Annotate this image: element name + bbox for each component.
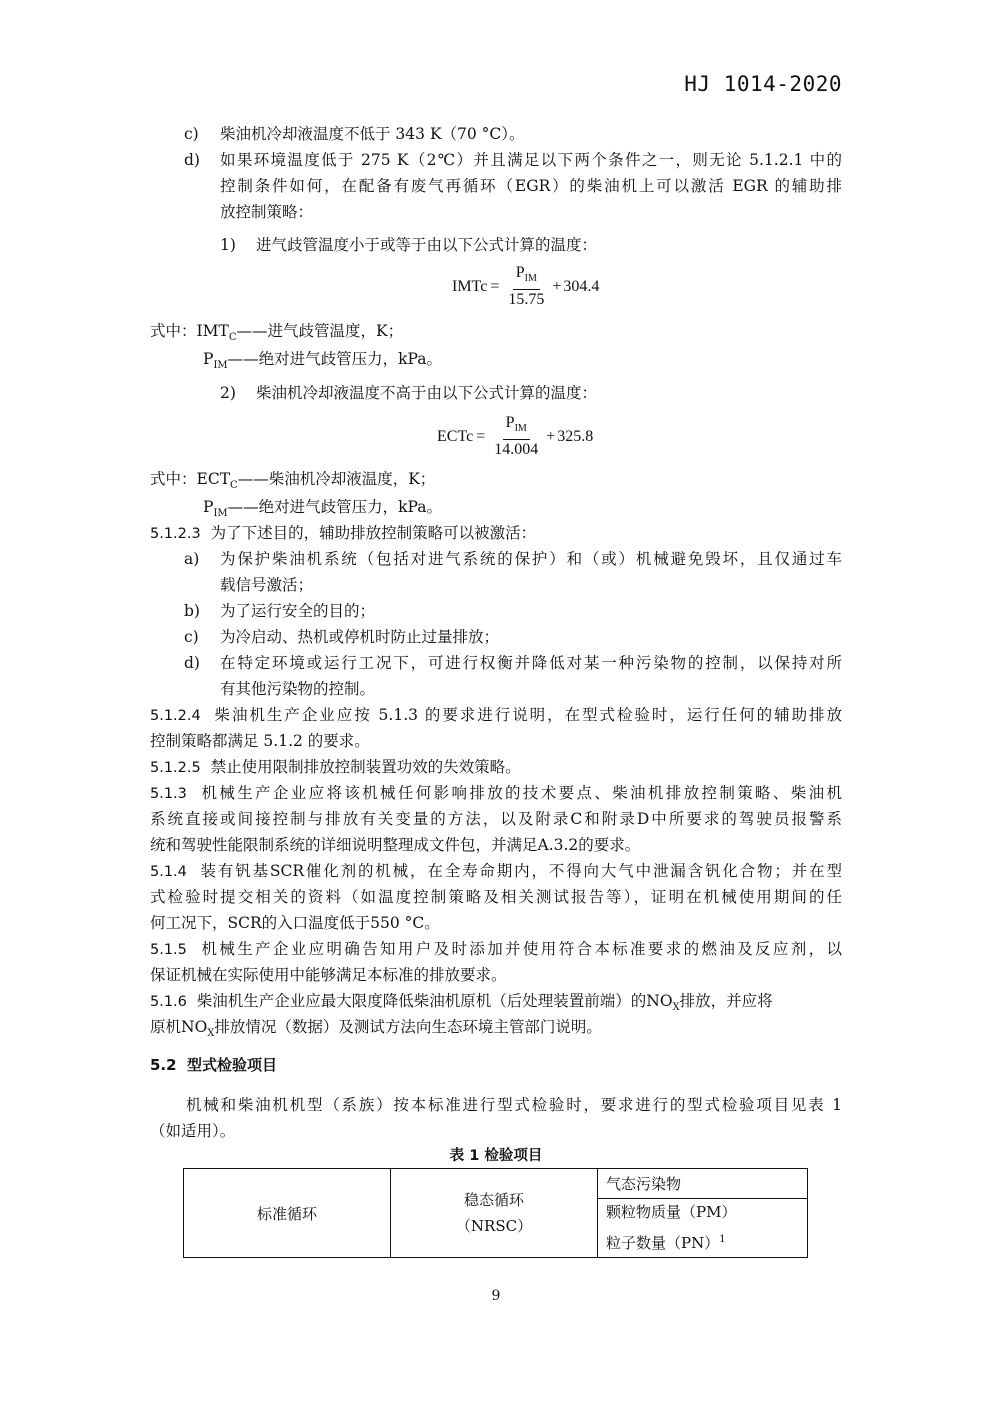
list-marker: d) bbox=[184, 151, 200, 169]
sub-list-marker: 2) bbox=[220, 384, 236, 402]
clause-text: 禁止使用限制排放控制装置功效的失效策略。 bbox=[210, 758, 521, 776]
inspection-items-table bbox=[183, 1168, 808, 1258]
clause-5-1-2-5 bbox=[150, 754, 521, 781]
formula-legend-line: $P_{IM}——$绝对进气歧管压力，kPa。 bbox=[203, 350, 443, 372]
paragraph-line: （如适用）。 bbox=[150, 1122, 236, 1140]
formula-numerator: $P_{IM}$ bbox=[503, 413, 530, 440]
pn-label: 粒子数量（PN）$^1$ bbox=[606, 1234, 726, 1252]
table-cell-particulates bbox=[598, 1199, 808, 1258]
list-item-line: 有其他污染物的控制。 bbox=[220, 680, 376, 698]
clause-5-1-3 bbox=[150, 780, 842, 807]
pn-footnote-ref: 1 bbox=[719, 1234, 726, 1245]
section-number: 5.2 bbox=[150, 1056, 177, 1074]
formula-legend-line: $P_{IM}——$绝对进气歧管压力，kPa。 bbox=[203, 498, 443, 520]
sub-list-item: 进气歧管温度小于或等于由以下公式计算的温度： bbox=[256, 236, 598, 254]
table-caption: 表 1 检验项目 bbox=[449, 1148, 543, 1164]
clause-text: 柴油机生产企业应按 5.1.3 的要求进行说明，在型式检验时，运行任何的辅助排放 bbox=[214, 706, 842, 724]
clause-text: 柴油机生产企业应最大限度降低柴油机原机（后处理装置前端）的NO bbox=[196, 992, 673, 1010]
clause-text: 为了下述目的，辅助排放控制策略可以被激活： bbox=[210, 524, 537, 542]
standard-code: HJ 1014-2020 bbox=[684, 72, 842, 96]
page-number: 9 bbox=[491, 1288, 501, 1304]
formula-numerator: $P_{IM}$ bbox=[513, 263, 540, 290]
list-marker: c) bbox=[184, 125, 199, 143]
clause-5-1-2-4 bbox=[150, 702, 842, 729]
clause-text: 机械生产企业应将该机械任何影响排放的技术要点、柴油机排放控制策略、柴油机 bbox=[201, 784, 842, 802]
steady-cycle-code: （NRSC） bbox=[455, 1217, 533, 1235]
clause-5-1-5 bbox=[150, 936, 842, 963]
clause-number: 5.1.6 bbox=[150, 994, 187, 1010]
formula-constant: 325.8 bbox=[557, 427, 594, 445]
list-item-line: 在特定环境或运行工况下，可进行权衡并降低对某一种污染物的控制，以保持对所 bbox=[220, 654, 842, 672]
formula-ectc bbox=[437, 413, 593, 460]
formula-equals: = bbox=[476, 427, 486, 445]
formula-plus: + bbox=[552, 277, 562, 295]
formula-plus: + bbox=[546, 427, 556, 445]
clause-line: 式检验时提交相关的资料（如温度控制策略及相关测试报告等），证明在机械使用期间的任 bbox=[150, 888, 842, 906]
list-marker: d) bbox=[184, 654, 200, 672]
clause-line: 控制策略都满足 5.1.2 的要求。 bbox=[150, 732, 370, 750]
clause-line: 保证机械在实际使用中能够满足本标准的排放要求。 bbox=[150, 966, 507, 984]
section-title: 型式检验项目 bbox=[187, 1056, 278, 1074]
formula-lhs: ECTc bbox=[437, 427, 474, 445]
formula-denominator: 15.75 bbox=[508, 291, 545, 309]
clause-text: 装有钒基SCR催化剂的机械，在全寿命期内，不得向大气中泄漏含钒化合物；并在型 bbox=[200, 862, 842, 880]
formula-fraction bbox=[491, 413, 541, 460]
formula-legend-line: 式中：$ECT_C——$柴油机冷却液温度，K； bbox=[150, 470, 436, 492]
clause-5-1-4 bbox=[150, 858, 842, 885]
list-item: 为了运行安全的目的； bbox=[220, 602, 376, 620]
formula-fraction bbox=[505, 263, 547, 310]
formula-denominator: 14.004 bbox=[494, 441, 539, 459]
clause-number: 5.1.2.4 bbox=[150, 708, 201, 724]
sub-list-marker: 1) bbox=[220, 236, 236, 254]
table-cell-steady-cycle bbox=[391, 1169, 598, 1258]
steady-cycle-label: 稳态循环 bbox=[463, 1191, 524, 1209]
clause-5-1-2-3 bbox=[150, 520, 536, 547]
clause-line: 原机$NO_X$排放情况（数据）及测试方法向生态环境主管部门说明。 bbox=[150, 1018, 602, 1040]
list-item-line: 为保护柴油机系统（包括对进气系统的保护）和（或）机械避免毁坏，且仅通过车 bbox=[220, 550, 842, 568]
clause-line: 系统直接或间接控制与排放有关变量的方法，以及附录C和附录D中所要求的驾驶员报警系 bbox=[150, 810, 842, 828]
list-marker: c) bbox=[184, 628, 199, 646]
table-cell-gaseous-pollutants: 气态污染物 bbox=[598, 1169, 808, 1199]
clause-text: 机械生产企业应明确告知用户及时添加并使用符合本标准要求的燃油及反应剂，以 bbox=[201, 940, 842, 958]
pm-label: 颗粒物质量（PM） bbox=[606, 1203, 737, 1221]
section-heading-5-2 bbox=[150, 1052, 277, 1078]
clause-number: 5.1.2.5 bbox=[150, 760, 201, 776]
clause-number: 5.1.2.3 bbox=[150, 526, 201, 542]
paragraph-line: 机械和柴油机机型（系族）按本标准进行型式检验时，要求进行的型式检验项目见表 1 bbox=[186, 1096, 842, 1114]
formula-constant: 304.4 bbox=[563, 277, 600, 295]
formula-equals: = bbox=[490, 277, 500, 295]
list-item: 柴油机冷却液温度不低于 343 K（70 °C）。 bbox=[220, 125, 525, 143]
list-item-line: 如果环境温度低于 275 K（2℃）并且满足以下两个条件之一，则无论 5.1.2.1 中的 bbox=[220, 151, 842, 169]
formula-lhs: IMTc bbox=[452, 277, 488, 295]
list-item-line: 载信号激活； bbox=[220, 576, 314, 594]
sub-list-item: 柴油机冷却液温度不高于由以下公式计算的温度： bbox=[256, 384, 598, 402]
clause-number: 5.1.3 bbox=[150, 786, 187, 802]
clause-line: 何工况下，SCR的入口温度低于550 °C。 bbox=[150, 914, 440, 932]
list-marker: b) bbox=[184, 602, 200, 620]
formula-legend-line: 式中：$IMT_C——$进气歧管温度，K； bbox=[150, 322, 404, 344]
clause-5-1-6: 5.1.6 柴油机生产企业应最大限度降低柴油机原机（后处理装置前端）的$NO_X$排放，并应将 bbox=[150, 992, 773, 1014]
table-cell-standard-cycle: 标准循环 bbox=[184, 1169, 391, 1258]
list-item-line: 控制条件如何，在配备有废气再循环（EGR）的柴油机上可以激活 EGR 的辅助排 bbox=[220, 177, 842, 195]
clause-number: 5.1.5 bbox=[150, 942, 187, 958]
clause-line: 统和驾驶性能限制系统的详细说明整理成文件包，并满足A.3.2的要求。 bbox=[150, 836, 641, 854]
formula-imtc bbox=[452, 263, 599, 310]
list-item: 为冷启动、热机或停机时防止过量排放； bbox=[220, 628, 500, 646]
clause-number: 5.1.4 bbox=[150, 864, 187, 880]
list-marker: a) bbox=[184, 550, 200, 568]
list-item-line: 放控制策略： bbox=[220, 203, 314, 221]
